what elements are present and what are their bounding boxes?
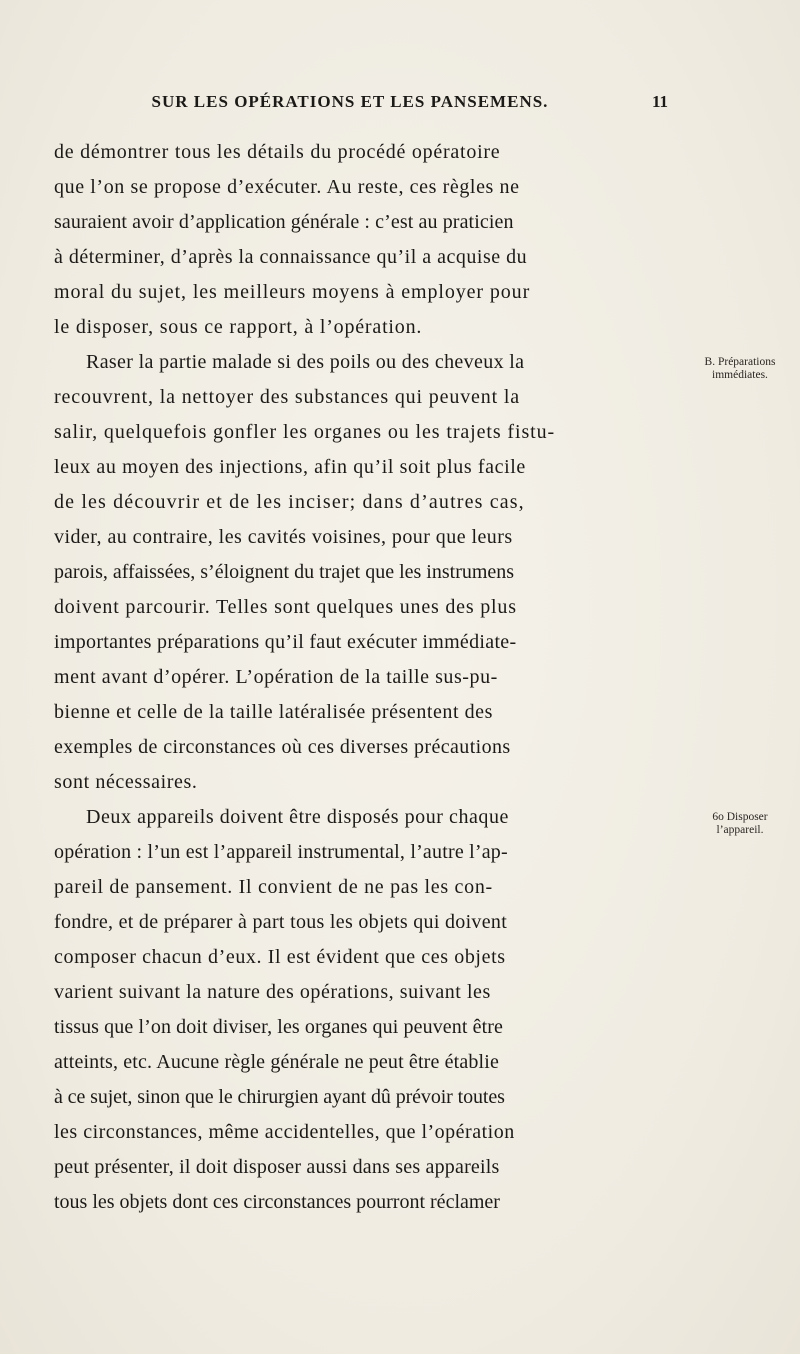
text-line-25: varient suivant la nature des opérations, suivant les <box>54 981 491 1003</box>
text-line-27: atteints, etc. Aucune règle générale ne peut être établie <box>54 1051 499 1073</box>
text-line-11: de les découvrir et de les inciser; dans d’autres cas, <box>54 491 525 513</box>
margin-note-line: B. Préparations <box>704 356 776 368</box>
text-line-30: peut présenter, il doit disposer aussi dans ses appareils <box>54 1156 500 1178</box>
text-line-10: leux au moyen des injections, afin qu’il soit plus facile <box>54 456 526 478</box>
text-line-12: vider, au contraire, les cavités voisines, pour que leurs <box>54 526 513 548</box>
text-line-23: fondre, et de préparer à part tous les objets qui doivent <box>54 911 508 933</box>
text-line-8: recouvrent, la nettoyer des substances qui peuvent la <box>54 386 521 408</box>
text-line-5: moral du sujet, les meilleurs moyens à employer pour <box>54 281 531 303</box>
text-line-24: composer chacun d’eux. Il est évident que ces objets <box>54 946 506 968</box>
running-title: SUR LES OPÉRATIONS ET LES PANSEMENS. <box>151 92 549 111</box>
text-line-29: les circonstances, même accidentelles, que l’opération <box>54 1121 515 1143</box>
text-line-1: de démontrer tous les détails du procédé opératoire <box>54 141 501 163</box>
margin-note-line: l’appareil. <box>716 824 764 836</box>
text-line-13: parois, affaissées, s’éloignent du trajet que les instrumens <box>54 561 515 583</box>
text-line-20: Deux appareils doivent être disposés pour chaque <box>86 806 509 828</box>
text-line-3: sauraient avoir d’application générale : c’est au praticien <box>54 211 514 233</box>
text-line-21: opération : l’un est l’appareil instrumental, l’autre l’ap- <box>54 841 508 863</box>
text-line-16: ment avant d’opérer. L’opération de la taille sus-pu- <box>54 666 498 688</box>
text-line-6: le disposer, sous ce rapport, à l’opération. <box>54 316 423 338</box>
text-line-17: bienne et celle de la taille latéralisée présentent des <box>54 701 493 723</box>
margin-note-line: 6o Disposer <box>712 811 768 823</box>
text-line-26: tissus que l’on doit diviser, les organes qui peuvent être <box>54 1016 503 1038</box>
text-line-4: à déterminer, d’après la connaissance qu’il a acquise du <box>54 246 528 268</box>
margin-note-disposer <box>690 811 790 837</box>
text-line-31: tous les objets dont ces circonstances pourront réclamer <box>54 1191 500 1213</box>
text-line-15: importantes préparations qu’il faut exécuter immédiate- <box>54 631 517 653</box>
text-line-14: doivent parcourir. Telles sont quelques unes des plus <box>54 596 517 618</box>
margin-note-line: immédiates. <box>712 369 768 381</box>
margin-note-preparations <box>690 356 790 382</box>
text-line-22: pareil de pansement. Il convient de ne pas les con- <box>54 876 493 898</box>
text-line-7: Raser la partie malade si des poils ou des cheveux la <box>86 351 525 373</box>
page-number: 11 <box>652 92 669 111</box>
text-line-2: que l’on se propose d’exécuter. Au reste, ces règles ne <box>54 176 520 198</box>
text-line-19: sont nécessaires. <box>54 771 198 793</box>
text-line-9: salir, quelquefois gonfler les organes ou les trajets fistu- <box>54 421 556 443</box>
text-line-28: à ce sujet, sinon que le chirurgien ayant dû prévoir toutes <box>54 1086 505 1108</box>
text-line-18: exemples de circonstances où ces diverses précautions <box>54 736 511 758</box>
